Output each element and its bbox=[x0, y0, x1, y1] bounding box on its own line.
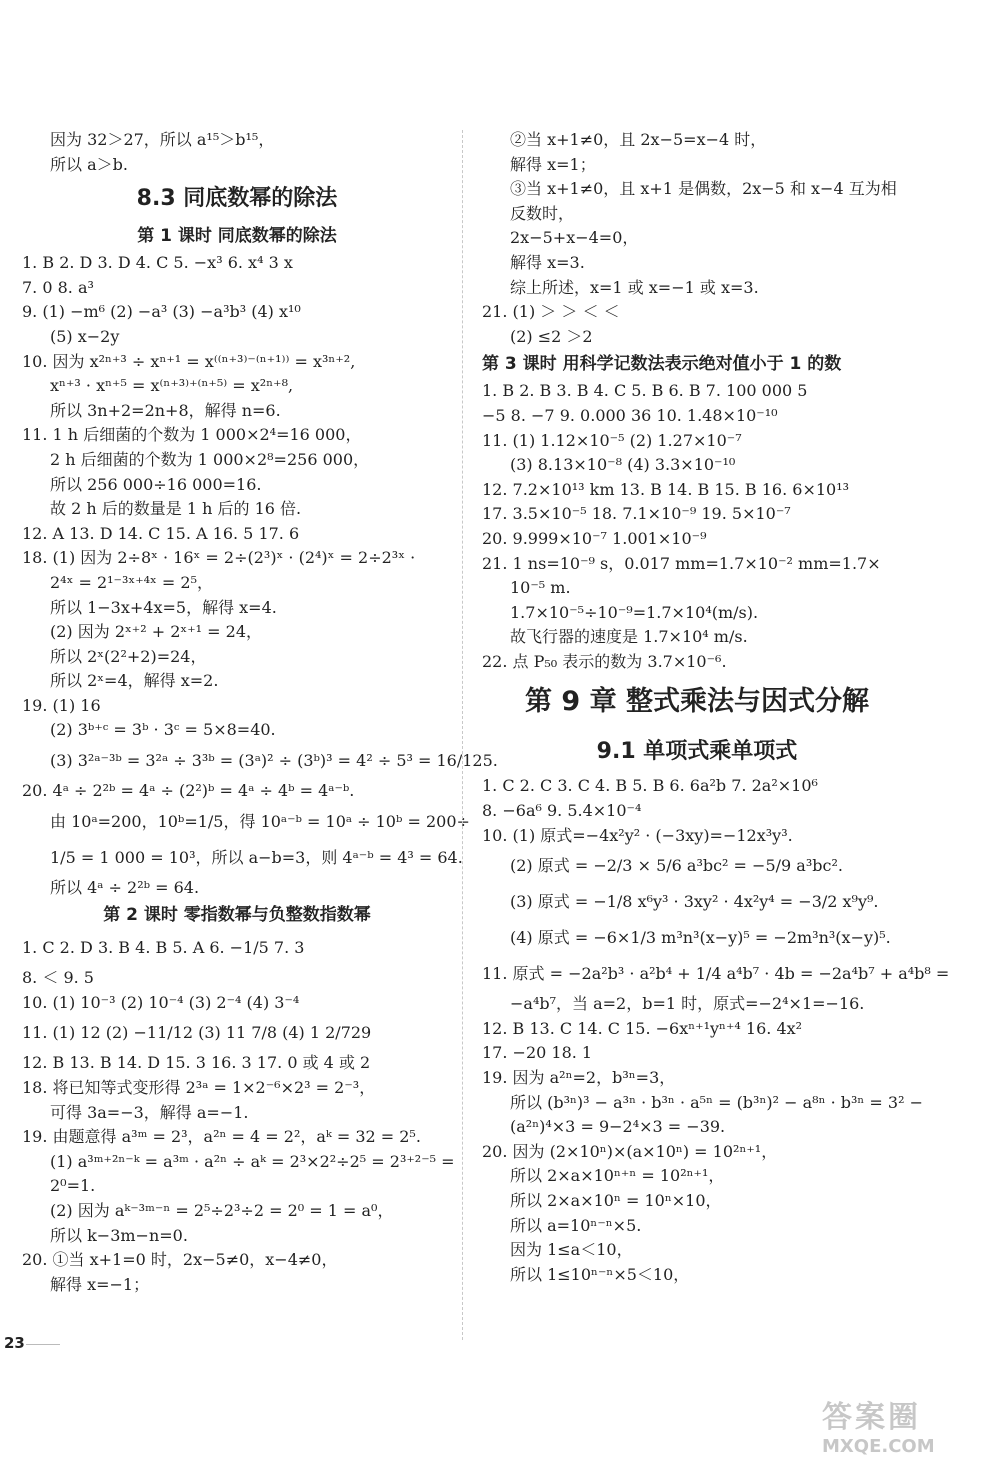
answer-line: 所以 2ˣ=4，解得 x=2. bbox=[50, 671, 219, 691]
answer-line: 20. 因为 (2×10ⁿ)×(a×10ⁿ) = 10²ⁿ⁺¹， bbox=[482, 1141, 778, 1161]
answer-line: 由 10ᵃ=200，10ᵇ=1/5，得 10ᵃ⁻ᵇ = 10ᵃ ÷ 10ᵇ = 200÷ bbox=[50, 811, 470, 831]
left-column bbox=[22, 128, 498, 1297]
answer-line: 解得 x=3. bbox=[510, 252, 585, 272]
lesson-heading: 第 3 课时 用科学记数法表示绝对值小于 1 的数 bbox=[482, 354, 842, 375]
answer-line: −a⁴b⁷，当 a=2，b=1 时，原式=−2⁴×1=−16. bbox=[510, 994, 865, 1014]
answer-line: 12. B 13. C 14. C 15. −6xⁿ⁺¹yⁿ⁺⁴ 16. 4x² bbox=[482, 1018, 803, 1038]
answer-line: 所以 3n+2=2n+8，解得 n=6. bbox=[50, 400, 281, 420]
answer-line: 17. 3.5×10⁻⁵ 18. 7.1×10⁻⁹ 19. 5×10⁻⁷ bbox=[482, 504, 791, 524]
answer-line: 20. 4ᵃ ÷ 2²ᵇ = 4ᵃ ÷ (2²)ᵇ = 4ᵃ ÷ 4ᵇ = 4ᵃ⁻ᵇ. bbox=[22, 781, 355, 801]
answer-line: 12. A 13. D 14. C 15. A 16. 5 17. 6 bbox=[22, 523, 300, 543]
answer-line: 18. (1) 因为 2÷8ˣ · 16ˣ = 2÷(2³)ˣ · (2⁴)ˣ = 2÷2³ˣ · bbox=[22, 548, 416, 568]
answer-line: 1.7×10⁻⁵÷10⁻⁹=1.7×10⁴(m/s). bbox=[510, 602, 759, 622]
answer-line: 所以 a=10ⁿ⁻ⁿ×5. bbox=[510, 1215, 642, 1235]
lesson-heading: 第 1 课时 同底数幂的除法 bbox=[137, 226, 337, 247]
answer-line: 故 2 h 后的数量是 1 h 后的 16 倍. bbox=[50, 499, 302, 519]
answer-line: 1. B 2. D 3. D 4. C 5. −x³ 6. x⁴ 3 x bbox=[22, 253, 293, 273]
answer-line: 综上所述，x=1 或 x=−1 或 x=3. bbox=[510, 277, 759, 297]
answer-line: 22. 点 P₅₀ 表示的数为 3.7×10⁻⁶. bbox=[482, 651, 727, 671]
answer-line: 10. 因为 x²ⁿ⁺³ ÷ xⁿ⁺¹ = x⁽⁽ⁿ⁺³⁾⁻⁽ⁿ⁺¹⁾⁾ = x³ⁿ⁺², bbox=[22, 351, 356, 371]
answer-line: 11. (1) 1.12×10⁻⁵ (2) 1.27×10⁻⁷ bbox=[482, 430, 742, 450]
answer-line: (1) a³ᵐ⁺²ⁿ⁻ᵏ = a³ᵐ · a²ⁿ ÷ aᵏ = 2³×2²÷2⁵ = 2³⁺²⁻⁵ = bbox=[50, 1151, 455, 1171]
answer-line: 12. 7.2×10¹³ km 13. B 14. B 15. B 16. 6×10¹³ bbox=[482, 479, 850, 499]
page-number-rule bbox=[26, 1344, 60, 1345]
answer-line: (2) ≤2 ＞2 bbox=[510, 326, 593, 346]
answer-line: 所以 1≤10ⁿ⁻ⁿ×5＜10， bbox=[510, 1264, 690, 1284]
answer-line: 20. ①当 x+1=0 时，2x−5≠0，x−4≠0， bbox=[22, 1250, 338, 1270]
answer-line: (2) 因为 2ˣ⁺² + 2ˣ⁺¹ = 24， bbox=[50, 622, 262, 642]
answer-line: ②当 x+1≠0，且 2x−5=x−4 时， bbox=[510, 130, 767, 149]
lesson-heading: 第 2 课时 零指数幂与负整数指数幂 bbox=[103, 905, 371, 926]
answer-line: 10. (1) 10⁻³ (2) 10⁻⁴ (3) 2⁻⁴ (4) 3⁻⁴ bbox=[22, 992, 300, 1012]
answer-line: 1. C 2. C 3. C 4. B 5. B 6. 6a²b 7. 2a²×10⁶ bbox=[482, 776, 818, 796]
answer-line: 所以 2ˣ(2²+2)=24， bbox=[50, 646, 207, 666]
answer-line: 11. (1) 12 (2) −11/12 (3) 11 7/8 (4) 1 2/729 bbox=[22, 1023, 372, 1043]
answer-line: 因为 1≤a＜10， bbox=[510, 1240, 633, 1260]
answer-line: 11. 原式 = −2a²b³ · a²b⁴ + 1/4 a⁴b⁷ · 4b = −2a⁴b⁷ + a⁴b⁸ = bbox=[482, 964, 950, 984]
answer-line: (3) 8.13×10⁻⁸ (4) 3.3×10⁻¹⁰ bbox=[510, 455, 736, 475]
answer-line: 12. B 13. B 14. D 15. 3 16. 3 17. 0 或 4 或 2 bbox=[22, 1053, 371, 1073]
answer-line: 1. B 2. B 3. B 4. C 5. B 6. B 7. 100 000 5 bbox=[482, 381, 808, 401]
answer-line: 反数时， bbox=[510, 203, 575, 223]
answer-line: 9. (1) −m⁶ (2) −a³ (3) −a³b³ (4) x¹⁰ bbox=[22, 302, 301, 322]
answer-line: xⁿ⁺³ · xⁿ⁺⁵ = x⁽ⁿ⁺³⁾⁺⁽ⁿ⁺⁵⁾ = x²ⁿ⁺⁸, bbox=[50, 376, 294, 396]
answer-line: (2) 因为 aᵏ⁻³ᵐ⁻ⁿ = 2⁵÷2³÷2 = 2⁰ = 1 = a⁰， bbox=[50, 1201, 394, 1220]
answer-line: (4) 原式 = −6×1/3 m³n³(x−y)⁵ = −2m³n³(x−y)⁵. bbox=[510, 928, 891, 948]
answer-line: 所以 2×a×10ⁿ⁺ⁿ = 10²ⁿ⁺¹， bbox=[510, 1166, 725, 1186]
answer-line: 2 h 后细菌的个数为 1 000×2⁸=256 000， bbox=[50, 449, 370, 469]
page-number: 23 bbox=[4, 1334, 25, 1352]
answer-line: 所以 1−3x+4x=5，解得 x=4. bbox=[50, 597, 277, 617]
answer-line: 所以 4ᵃ ÷ 2²ᵇ = 64. bbox=[50, 877, 200, 897]
right-column bbox=[482, 128, 950, 1287]
answer-line: 10. (1) 原式=−4x²y² · (−3xy)=−12x³y³. bbox=[482, 825, 793, 845]
answer-line: 2⁰=1. bbox=[50, 1176, 96, 1196]
answer-line: 19. 由题意得 a³ᵐ = 2³，a²ⁿ = 4 = 2²，aᵏ = 32 = 2⁵. bbox=[22, 1127, 421, 1147]
answer-line: 21. 1 ns=10⁻⁹ s，0.017 mm=1.7×10⁻² mm=1.7× bbox=[482, 553, 881, 573]
answer-line: (2) 3ᵇ⁺ᶜ = 3ᵇ · 3ᶜ = 5×8=40. bbox=[50, 720, 276, 740]
answer-line: 19. 因为 a²ⁿ=2，b³ⁿ=3， bbox=[482, 1068, 676, 1088]
watermark-text: 答案圈 bbox=[822, 1400, 921, 1435]
answer-line: 7. 0 8. a³ bbox=[22, 277, 94, 297]
chapter-heading: 第 9 章 整式乘法与因式分解 bbox=[525, 686, 869, 718]
answer-line: (3) 原式 = −1/8 x⁶y³ · 3xy² · 4x²y⁴ = −3/2 x⁹y⁹. bbox=[510, 892, 879, 912]
answer-line: 所以 (b³ⁿ)³ − a³ⁿ · b³ⁿ · a⁵ⁿ = (b³ⁿ)² − a⁸ⁿ · b³ⁿ = 3² − bbox=[510, 1092, 923, 1112]
answer-line: 可得 3a=−3，解得 a=−1. bbox=[50, 1102, 249, 1122]
answer-line: 17. −20 18. 1 bbox=[482, 1043, 593, 1063]
section-heading: 8.3 同底数幂的除法 bbox=[136, 186, 338, 212]
answer-line: 20. 9.999×10⁻⁷ 1.001×10⁻⁹ bbox=[482, 528, 707, 548]
answer-line: 故飞行器的速度是 1.7×10⁴ m/s. bbox=[510, 627, 748, 647]
answer-line: (2) 原式 = −2/3 × 5/6 a³bc² = −5/9 a³bc². bbox=[510, 856, 843, 876]
answer-line: (5) x−2y bbox=[50, 326, 120, 346]
watermark-url: MXQE.COM bbox=[822, 1436, 935, 1457]
answer-line: 所以 256 000÷16 000=16. bbox=[50, 474, 262, 494]
answer-line: 解得 x=−1； bbox=[50, 1274, 150, 1294]
answer-line: 10⁻⁵ m. bbox=[510, 578, 571, 598]
answer-line: 2⁴ˣ = 2¹⁻³ˣ⁺⁴ˣ = 2⁵， bbox=[50, 572, 214, 592]
answer-line: 18. 将已知等式变形得 2³ᵃ = 1×2⁻⁶×2³ = 2⁻³， bbox=[22, 1078, 376, 1098]
answer-line: 8. −6a⁶ 9. 5.4×10⁻⁴ bbox=[482, 801, 642, 821]
watermark bbox=[822, 1392, 982, 1462]
answer-line: 所以 a＞b. bbox=[50, 154, 128, 174]
answer-line: 19. (1) 16 bbox=[22, 695, 101, 715]
answer-line: ③当 x+1≠0，且 x+1 是偶数，2x−5 和 x−4 互为相 bbox=[510, 179, 897, 199]
answer-line: 1. C 2. D 3. B 4. B 5. A 6. −1/5 7. 3 bbox=[22, 938, 305, 958]
answer-line: 所以 2×a×10ⁿ = 10ⁿ×10， bbox=[510, 1191, 722, 1210]
column-divider bbox=[462, 130, 463, 1340]
answer-line: (a²ⁿ)⁴×3 = 9−2⁴×3 = −39. bbox=[510, 1117, 726, 1137]
section-heading: 9.1 单项式乘单项式 bbox=[596, 739, 798, 765]
answer-line: 解得 x=1； bbox=[510, 154, 596, 174]
answer-line: 8. ＜ 9. 5 bbox=[22, 968, 94, 988]
answer-line: 所以 k−3m−n=0. bbox=[50, 1225, 188, 1245]
answer-line: 11. 1 h 后细菌的个数为 1 000×2⁴=16 000， bbox=[22, 425, 362, 445]
answer-line: −5 8. −7 9. 0.000 36 10. 1.48×10⁻¹⁰ bbox=[482, 405, 778, 425]
answer-line: 因为 32＞27，所以 a¹⁵＞b¹⁵， bbox=[50, 130, 275, 149]
answer-line: 1/5 = 1 000 = 10³，所以 a−b=3，则 4ᵃ⁻ᵇ = 4³ = 64. bbox=[50, 847, 463, 867]
answer-line: 21. (1) ＞ ＞ ＜ ＜ bbox=[482, 302, 620, 322]
answer-line: 2x−5+x−4=0， bbox=[510, 228, 639, 248]
answer-line: (3) 3²ᵃ⁻³ᵇ = 3²ᵃ ÷ 3³ᵇ = (3ᵃ)² ÷ (3ᵇ)³ = 4² ÷ 5³ = 16/125. bbox=[50, 751, 498, 771]
